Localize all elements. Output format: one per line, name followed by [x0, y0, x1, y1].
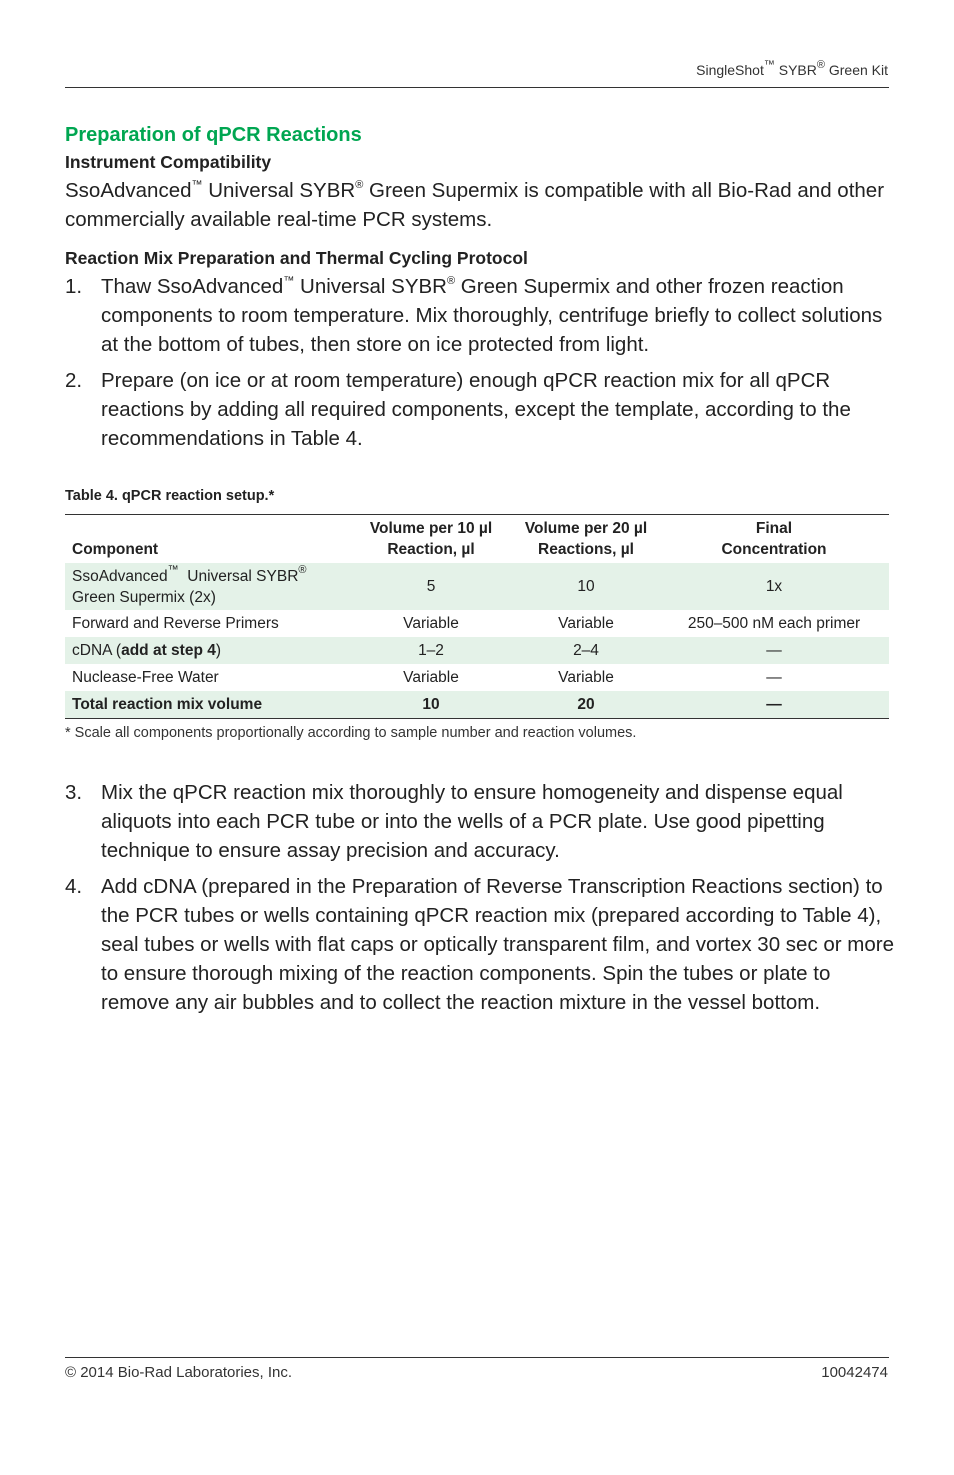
table-caption: Table 4. qPCR reaction setup.*: [65, 488, 275, 504]
cell-vol10: 10: [422, 695, 440, 713]
table-row-total: [65, 691, 889, 719]
cell-final: 250–500 nM each primer: [687, 614, 861, 632]
cell-final: 1x: [765, 578, 783, 595]
cell-component: Forward and Reverse Primers: [72, 614, 279, 632]
header-rule: [65, 87, 889, 88]
cell-component: cDNA (add at step 4): [72, 641, 222, 659]
cell-vol20: 2–4: [573, 641, 599, 659]
cell-vol10: 5: [426, 578, 436, 595]
header-volume-10: Volume per 10 µl Reaction, µl: [369, 520, 493, 558]
reaction-setup-table: [65, 514, 889, 719]
step-number: 1.: [65, 275, 83, 298]
header-final-concentration: Final Concentration: [721, 520, 827, 558]
step-number: 2.: [65, 369, 83, 392]
table-row: [65, 637, 889, 664]
document-number: 10042474: [821, 1364, 888, 1381]
header-volume-20: Volume per 20 µl Reactions, µl: [524, 520, 648, 558]
cell-vol20: 20: [577, 695, 595, 713]
table-header-row: [65, 515, 889, 564]
section-title: Preparation of qPCR Reactions: [65, 124, 362, 146]
running-header: SingleShot™ SYBR® Green Kit: [696, 59, 888, 78]
table-row: [65, 664, 889, 691]
step-number: 4.: [65, 875, 83, 898]
step-2: [65, 366, 895, 453]
table-row: [65, 563, 889, 610]
footer-rule: [65, 1357, 889, 1358]
cell-final: —: [766, 695, 782, 713]
instrument-compatibility-heading: Instrument Compatibility: [65, 152, 272, 172]
compatibility-paragraph: SsoAdvanced™ Universal SYBR® Green Supermix is compatible with all Bio-Rad and other commercially available real-time PCR systems.: [65, 179, 885, 231]
step-1: [65, 272, 895, 359]
protocol-heading: Reaction Mix Preparation and Thermal Cycling Protocol: [65, 248, 528, 268]
step-text: Thaw SsoAdvanced™ Universal SYBR® Green Supermix and other frozen reaction components to room temperature. Mix thoroughly, centrifuge briefly to collect solutions at the bottom of tubes, then store on ice protected from light.: [101, 275, 883, 356]
cell-vol10: 1–2: [418, 641, 444, 659]
header-component: Component: [72, 541, 159, 558]
cell-vol20: Variable: [558, 668, 614, 686]
cell-component: Total reaction mix volume: [72, 695, 263, 713]
cell-final: —: [766, 641, 782, 659]
cell-component: Nuclease-Free Water: [72, 668, 219, 686]
step-text: Add cDNA (prepared in the Preparation of Reverse Transcription Reactions section) to the PCR tubes or wells containing qPCR reaction mix (prepared according to Table 4), seal tubes or wells with flat caps or optically transparent film, and vortex 30 sec or more to ensure thorough mixing of the reaction components. Spin the tubes or plate to remove any air bubbles and to collect the reaction mixture in the vessel bottom.: [101, 875, 895, 1014]
copyright: © 2014 Bio-Rad Laboratories, Inc.: [65, 1364, 293, 1381]
step-text: Prepare (on ice or at room temperature) enough qPCR reaction mix for all qPCR reactions by adding all required components, except the template, according to the recommendations in Table 4.: [101, 369, 851, 450]
table-row: [65, 610, 889, 637]
step-number: 3.: [65, 781, 83, 804]
cell-component: SsoAdvanced™ Universal SYBR® Green Supermix (2x): [72, 564, 307, 606]
step-text: Mix the qPCR reaction mix thoroughly to ensure homogeneity and dispense equal aliquots into each PCR tube or into the wells of a PCR plate. Use good pipetting technique to ensure assay precision and accuracy.: [101, 781, 843, 862]
cell-vol10: Variable: [403, 614, 459, 632]
step-4: [65, 872, 895, 1017]
cell-vol10: Variable: [403, 668, 459, 686]
cell-vol20: 10: [577, 578, 595, 595]
cell-vol20: Variable: [558, 614, 614, 632]
cell-final: —: [766, 668, 782, 686]
table-footnote: * Scale all components proportionally according to sample number and reaction volumes.: [65, 725, 637, 741]
step-3: [65, 778, 895, 865]
